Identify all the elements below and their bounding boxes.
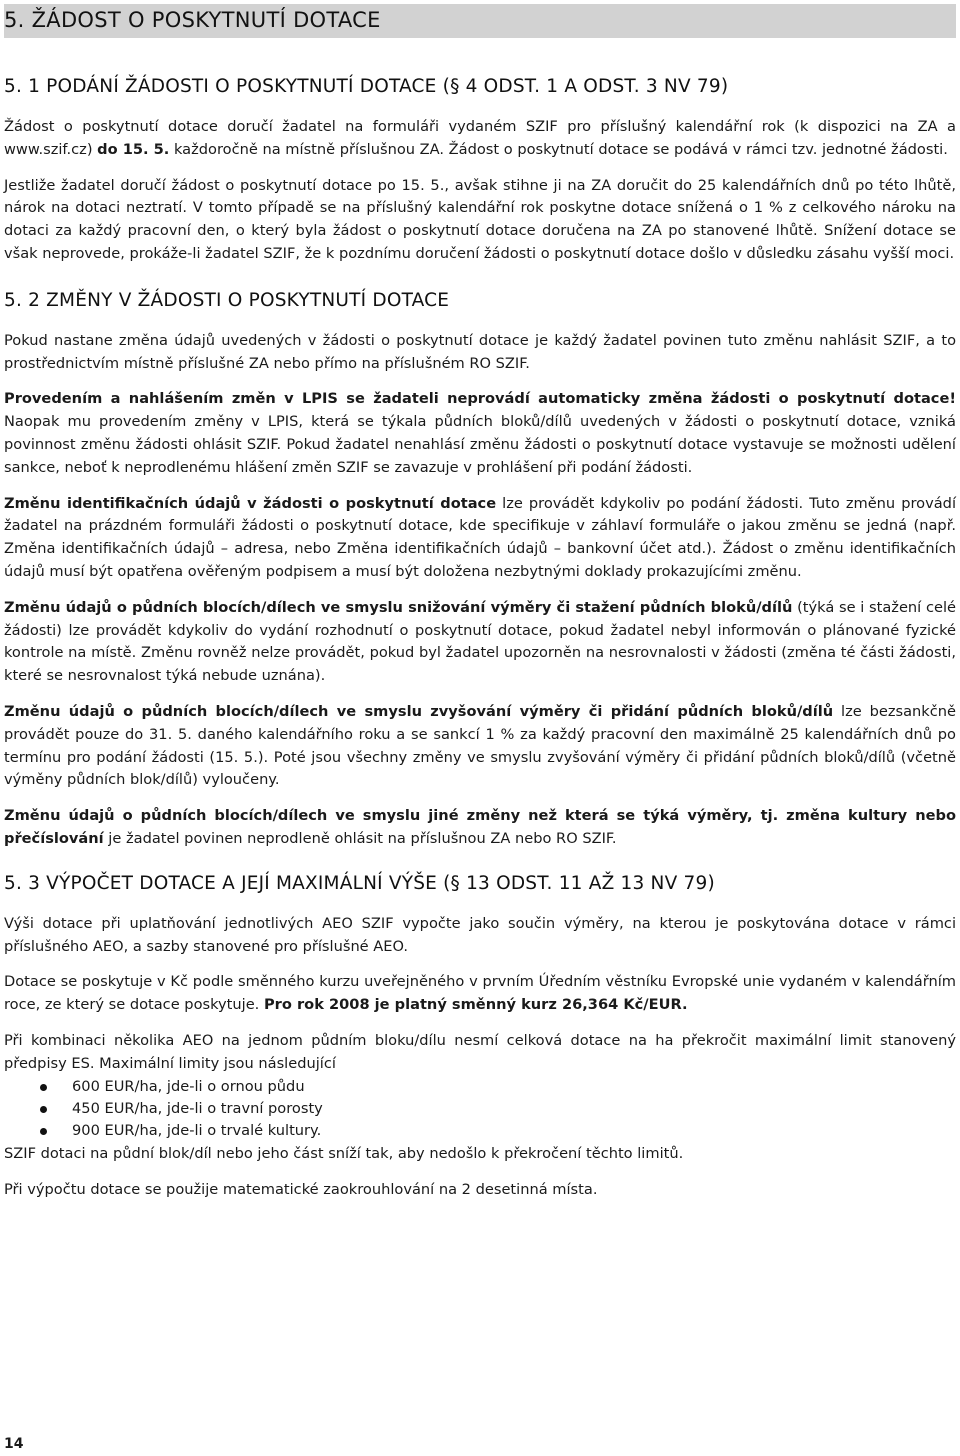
section-submission — [4, 72, 956, 266]
chapter-title: 5. ŽÁDOST O POSKYTNUTÍ DOTACE — [4, 8, 381, 32]
paragraph: SZIF dotaci na půdní blok/díl nebo jeho část sníží tak, aby nedošlo k překročení těchto limitů. — [4, 1144, 684, 1162]
list-item: 450 EUR/ha, jde-li o travní porosty — [4, 1098, 956, 1120]
paragraph: Žádost o poskytnutí dotace doručí žadatel na formuláři vydaném SZIF pro příslušný kalendářní rok (k dispozici na ZA a www.szif.cz) do 15. 5. každoročně na místně příslušnou ZA. Žádost o poskytnutí dotace se podává v rámci tzv. jednotné žádosti. — [4, 118, 956, 158]
list-item: 900 EUR/ha, jde-li o trvalé kultury. — [4, 1120, 956, 1142]
paragraph: Změnu údajů o půdních blocích/dílech ve smyslu zvyšování výměry či přidání půdních bloků/dílů lze bezsankčně provádět pouze do 31. 5. daného kalendářního roku a se sankcí 1 % za každý pracovní den maximálně 25 kalendářních dnů po termínu pro podání žádosti (15. 5.). Poté jsou všechny změny ve smyslu zvyšování výměry či přidání půdních bloků/dílů (včetně výměny půdních blok/dílů) vyloučeny. — [4, 702, 956, 789]
section-calculation — [4, 869, 956, 1202]
page-number: 14 — [4, 1436, 24, 1452]
paragraph: Výši dotace při uplatňování jednotlivých AEO SZIF vypočte jako součin výměry, na kterou je poskytována dotace v rámci příslušného AEO, a sazby stanovené pro příslušné AEO. — [4, 914, 956, 955]
content — [4, 72, 956, 1214]
list-item: 600 EUR/ha, jde-li o ornou půdu — [4, 1076, 956, 1098]
paragraph: Změnu údajů o půdních blocích/dílech ve smyslu snižování výměry či stažení půdních bloků/dílů (týká se i stažení celé žádosti) lze provádět kdykoliv do vydání rozhodnutí o poskytnutí dotace, pokud žadatel nebyl informován o plánované fyzické kontrole na místě. Změnu rovněž nelze provádět, pokud byl žadatel upozorněn na nesrovnalosti v žádosti (změna té části žádosti, které se nesrovnalost týká nebude uznána). — [4, 598, 956, 685]
bullet-icon — [40, 1106, 47, 1113]
paragraph: Provedením a nahlášením změn v LPIS se žadateli neprovádí automaticky změna žádosti o poskytnutí dotace! Naopak mu provedením změny v LPIS, která se týkala půdních bloků/dílů uvedených v žádosti o poskytnutí dotace, vzniká povinnost změnu žádosti ohlásit SZIF. Pokud žadatel nenahlásí změnu žádosti o poskytnutí dotace vystavuje se možnosti udělení sankce, neboť k neprodlenému hlášení změn SZIF se zavazuje v prohlášení při podání žádosti. — [4, 390, 956, 476]
bullet-icon — [40, 1084, 47, 1091]
paragraph: Dotace se poskytuje v Kč podle směnného kurzu uveřejněného v prvním Úředním věstníku Evropské unie vydaném v kalendářním roce, ze který se dotace poskytuje. Pro rok 2008 je platný směnný kurz 26,364 Kč/EUR. — [4, 973, 956, 1014]
limits-list — [4, 1076, 956, 1143]
paragraph: Při výpočtu dotace se použije matematické zaokrouhlování na 2 desetinná místa. — [4, 1180, 598, 1198]
section-heading: 5. 3 VÝPOČET DOTACE A JEJÍ MAXIMÁLNÍ VÝŠE (§ 13 ODST. 11 AŽ 13 NV 79) — [4, 872, 715, 894]
section-heading: 5. 1 PODÁNÍ ŽÁDOSTI O POSKYTNUTÍ DOTACE (§ 4 ODST. 1 A ODST. 3 NV 79) — [4, 76, 729, 97]
section-heading: 5. 2 ZMĚNY V ŽÁDOSTI O POSKYTNUTÍ DOTACE — [4, 289, 450, 311]
paragraph: Pokud nastane změna údajů uvedených v žádosti o poskytnutí dotace je každý žadatel povinen tuto změnu nahlásit SZIF, a to prostřednictvím místně příslušné ZA nebo přímo na příslušném RO SZIF. — [4, 331, 956, 372]
paragraph: Změnu identifikačních údajů v žádosti o poskytnutí dotace lze provádět kdykoliv po podání žádosti. Tuto změnu provádí žadatel na prázdném formuláři žádosti o poskytnutí dotace, kde specifikuje v záhlaví formuláře o jakou změnu se jedná (např. Změna identifikačních údajů – adresa, nebo Změna identifikačních údajů – bankovní účet atd.). Žádost o změnu identifikačních údajů musí být opatřena ověřeným podpisem a musí být doložena nezbytnými doklady prokazujícími změnu. — [4, 494, 956, 580]
paragraph: Změnu údajů o půdních blocích/dílech ve smyslu jiné změny než která se týká výměry, tj. změna kultury nebo přečíslování je žadatel povinen neprodleně ohlásit na příslušnou ZA nebo RO SZIF. — [4, 807, 956, 847]
paragraph: Při kombinaci několika AEO na jednom půdním bloku/dílu nesmí celková dotace na ha překročit maximální limit stanovený předpisy ES. Maximální limity jsou následující — [4, 1031, 956, 1072]
bullet-icon — [40, 1128, 47, 1135]
section-changes — [4, 286, 956, 851]
paragraph: Jestliže žadatel doručí žádost o poskytnutí dotace po 15. 5., avšak stihne ji na ZA doručit do 25 kalendářních dnů po této lhůtě, nárok na dotaci neztratí. V tomto případě se na příslušný kalendářní rok poskytne dotace snížená o 1 % z celkového nároku na dotaci za každý pracovní den, o který byla žádost o poskytnutí dotace doručena na ZA po stanovené lhůtě. Snížení dotace se však neprovede, prokáže-li žadatel SZIF, že k pozdnímu doručení žádosti o poskytnutí dotace došlo v důsledku zásahu vyšší moci. — [4, 176, 956, 262]
